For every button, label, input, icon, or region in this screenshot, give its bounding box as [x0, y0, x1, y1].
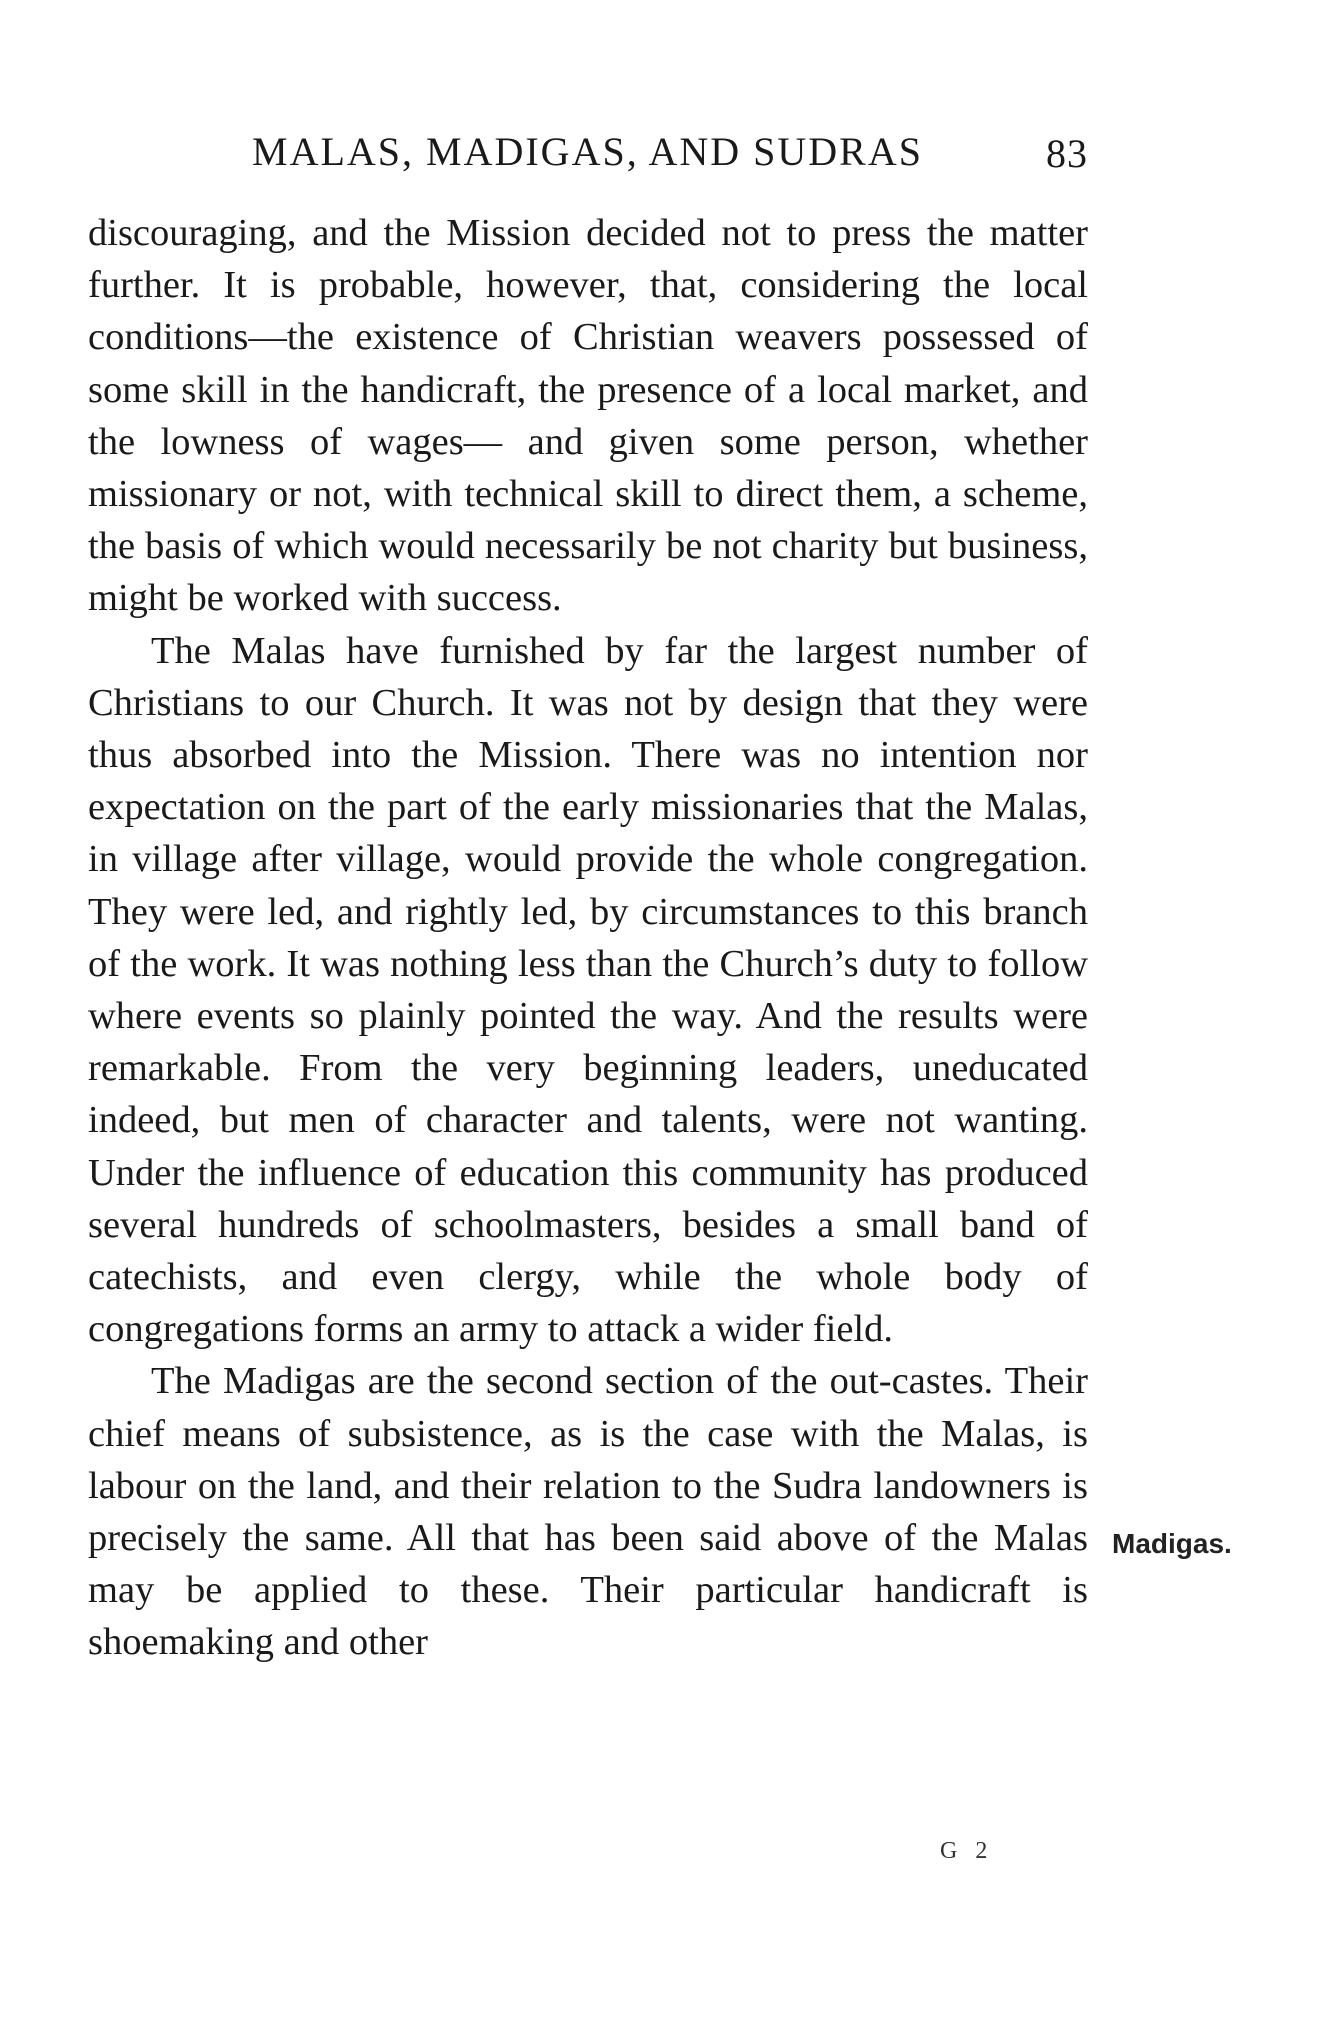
margin-note-madigas: Madigas. — [1112, 1528, 1232, 1559]
running-title: MALAS, MADIGAS, AND SUDRAS — [252, 129, 923, 174]
body-text — [88, 207, 1088, 1669]
paragraph-continued: discouraging, and the Mission decided not to press the matter further. It is probable, however, that, considering the local conditions—the existence of Christian weavers possessed of some skill in the handicraft, the presence of a local market, and the lowness of wages— and given some person, whether missionary or not, with technical skill to direct them, a scheme, the basis of which would necessarily be not charity but business, might be worked with success. — [88, 212, 1088, 620]
paragraph-malas: The Malas have furnished by far the largest number of Christians to our Church. It was not by design that they were thus absorbed into the Mission. There was no intention nor expectation on the part of the early missionaries that the Malas, in village after village, would provide the whole congregation. They were led, and rightly led, by circumstances to this branch of the work. It was nothing less than the Church’s duty to follow where events so plainly pointed the way. And the results were remarkable. From the very beginning leaders, uneducated indeed, but men of character and talents, were not wanting. Under the influence of education this community has produced several hundreds of schoolmasters, besides a small band of catechists, and even clergy, while the whole body of congregations forms an army to attack a wider field. — [88, 629, 1088, 1351]
running-head — [88, 128, 1088, 188]
page-number: 83 — [1046, 131, 1088, 176]
paragraph-madigas: The Madigas are the second section of the out-castes. Their chief means of subsistence, as is the case with the Malas, is labour on the land, and their relation to the Sudra landowners is precisely the same. All that has been said above of the Malas may be applied to these. Their particular handicraft is shoemaking and other — [88, 1360, 1088, 1664]
signature-mark: G 2 — [940, 1838, 994, 1864]
